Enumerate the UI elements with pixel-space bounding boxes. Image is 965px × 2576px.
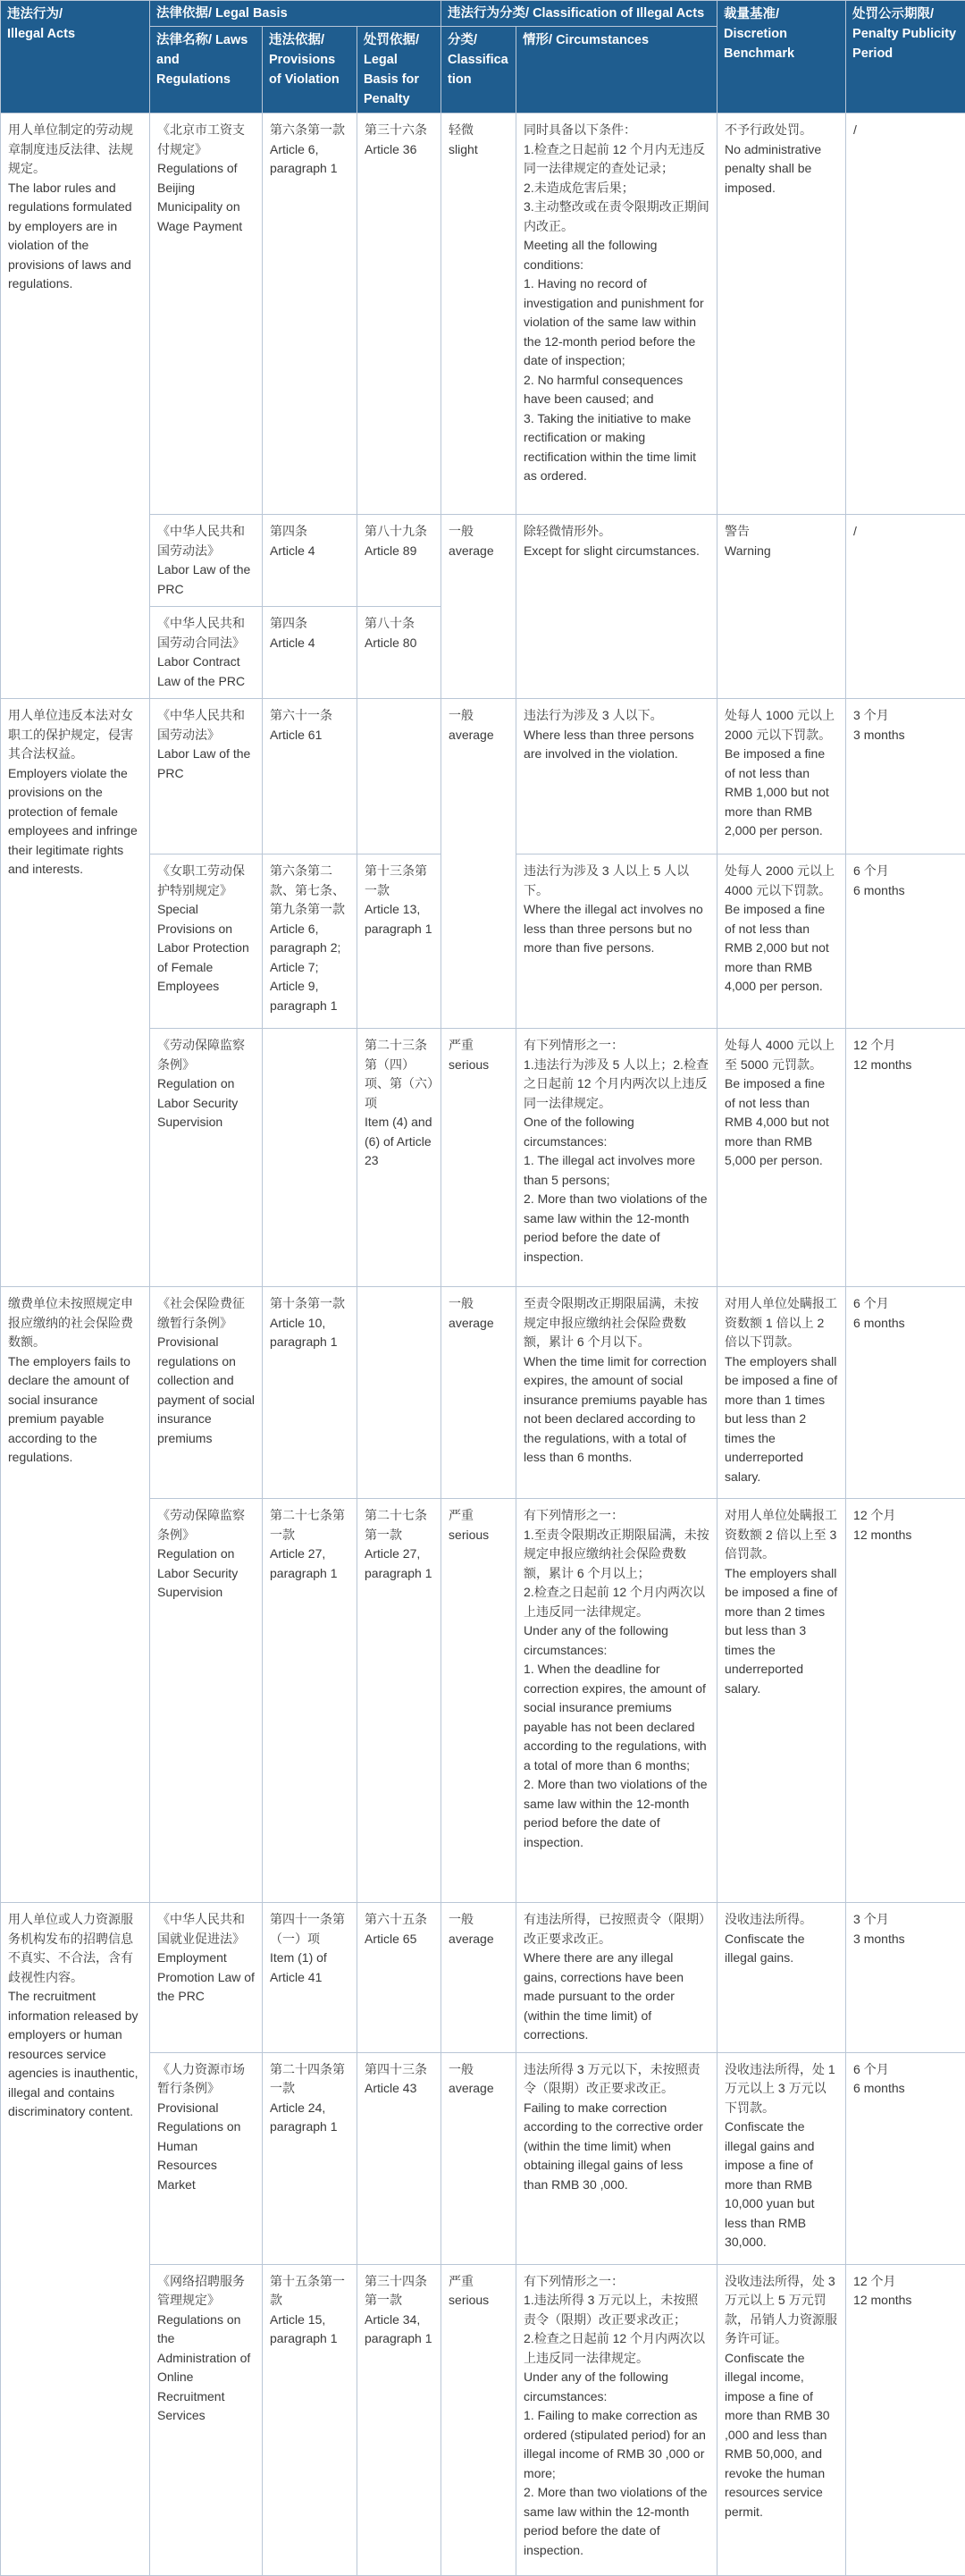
period-cell: 3 个月 3 months (846, 699, 965, 854)
violation-cell: 第四十一条第（一）项 Item (1) of Article 41 (263, 1903, 357, 2053)
header-circumstances: 情形/ Circumstances (516, 27, 717, 114)
category-cell: 一般 average (441, 1903, 516, 2053)
discretion-cell: 没收违法所得。 Confiscate the illegal gains. (717, 1903, 846, 2053)
violation-cell (263, 1029, 357, 1287)
period-cell: 6 个月 6 months (846, 854, 965, 1029)
illegal-act-cell: 用人单位制定的劳动规章制度违反法律、法规规定。 The labor rules and regulations formulated by employers are in violation of the provisions of laws and regulations. (1, 114, 150, 699)
category-cell: 严重 serious (441, 1499, 516, 1903)
violation-cell: 第四条 Article 4 (263, 607, 357, 699)
period-cell: / (846, 114, 965, 515)
circumstances-cell: 违法所得 3 万元以下，未按照责令（限期）改正要求改正。 Failing to make correction according to the corrective order (within the time limit) when obtaining illegal gains of less than RMB 30 ,000. (516, 2052, 717, 2264)
discretion-cell: 处每人 2000 元以上 4000 元以下罚款。 Be imposed a fine of not less than RMB 2,000 but not more than RMB 4,000 per person. (717, 854, 846, 1029)
circumstances-cell: 有下列情形之一： 1.至责令限期改正期限届满，未按规定申报应缴纳社会保险费数额，累计 6 个月以上； 2.检查之日起前 12 个月内两次以上违反同一法律规定。 Under any of the following circumstances: 1. When the deadline for correction expires, the amount of social insurance premiums payable has not been declared according to the regulations, with a total of more than 6 months; 2. More than two violations of the same law within the 12-month period before the date of inspection. (516, 1499, 717, 1903)
header-legal-basis: 法律依据/ Legal Basis (150, 1, 441, 27)
law-cell: 《北京市工资支付规定》 Regulations of Beijing Municipality on Wage Payment (150, 114, 263, 515)
discretion-cell: 处每人 1000 元以上 2000 元以下罚款。 Be imposed a fine of not less than RMB 1,000 but not more than RMB 2,000 per person. (717, 699, 846, 854)
law-cell: 《女职工劳动保护特别规定》 Special Provisions on Labor Protection of Female Employees (150, 854, 263, 1029)
law-cell: 《中华人民共和国劳动法》 Labor Law of the PRC (150, 699, 263, 854)
penalty-basis-cell: 第八十条 Article 80 (357, 607, 441, 699)
period-cell: / (846, 515, 965, 699)
violation-cell: 第四条 Article 4 (263, 515, 357, 607)
penalty-basis-cell: 第三十六条 Article 36 (357, 114, 441, 515)
penalty-basis-cell: 第八十九条 Article 89 (357, 515, 441, 607)
penalty-basis-cell: 第十三条第一款 Article 13, paragraph 1 (357, 854, 441, 1029)
penalty-basis-cell: 第六十五条 Article 65 (357, 1903, 441, 2053)
header-category: 分类/ Classification (441, 27, 516, 114)
discretion-cell: 对用人单位处瞒报工资数额 1 倍以上 2 倍以下罚款。 The employers shall be imposed a fine of more than 1 times but less than 2 times the underreported salary. (717, 1287, 846, 1499)
discretion-cell: 处每人 4000 元以上至 5000 元罚款。 Be imposed a fine of not less than RMB 4,000 but not more than RMB 5,000 per person. (717, 1029, 846, 1287)
law-cell: 《网络招聘服务管理规定》 Regulations on the Administration of Online Recruitment Services (150, 2264, 263, 2575)
category-cell: 轻微 slight (441, 114, 516, 515)
law-cell: 《中华人民共和国劳动合同法》 Labor Contract Law of the PRC (150, 607, 263, 699)
penalty-basis-cell: 第三十四条第一款 Article 34, paragraph 1 (357, 2264, 441, 2575)
circumstances-cell: 有下列情形之一： 1.违法所得 3 万元以上，未按照责令（限期）改正要求改正； 2.检查之日起前 12 个月内两次以上违反同一法律规定。 Under any of the following circumstances: 1. Failing to make correction as ordered (stipulated period) for an illegal income of RMB 30 ,000 or more; 2. More than two violations of the same law within the 12-month period before the date of inspection. (516, 2264, 717, 2575)
violation-cell: 第六条第一款 Article 6, paragraph 1 (263, 114, 357, 515)
violation-cell: 第十五条第一款 Article 15, paragraph 1 (263, 2264, 357, 2575)
violation-cell: 第二十七条第一款 Article 27, paragraph 1 (263, 1499, 357, 1903)
penalty-basis-cell: 第四十三条 Article 43 (357, 2052, 441, 2264)
table-row (1, 1903, 965, 2053)
circumstances-cell: 有违法所得，已按照责令（限期）改正要求改正。 Where there are any illegal gains, corrections have been made pursuant to the order (within the time limit) of corrections. (516, 1903, 717, 2053)
law-cell: 《劳动保障监察条例》 Regulation on Labor Security Supervision (150, 1499, 263, 1903)
header-regulations: 法律名称/ Laws and Regulations (150, 27, 263, 114)
period-cell: 6 个月 6 months (846, 1287, 965, 1499)
violation-cell: 第二十四条第一款 Article 24, paragraph 1 (263, 2052, 357, 2264)
circumstances-cell: 至责令限期改正期限届满，未按规定申报应缴纳社会保险费数额，累计 6 个月以下。 When the time limit for correction expires, the amount of social insurance premiums payable has not been declared according to the regulations, with a total of less than 6 months. (516, 1287, 717, 1499)
violation-cell: 第十条第一款 Article 10, paragraph 1 (263, 1287, 357, 1499)
category-cell: 一般 average (441, 515, 516, 699)
circumstances-cell: 有下列情形之一： 1.违法行为涉及 5 人以上；2.检查之日起前 12 个月内两次以上违反同一法律规定。 One of the following circumstances: 1. The illegal act involves more than 5 persons; 2. More than two violations of the same law within the 12-month period before the date of inspection. (516, 1029, 717, 1287)
category-cell: 严重 serious (441, 2264, 516, 2575)
period-cell: 6 个月 6 months (846, 2052, 965, 2264)
period-cell: 12 个月 12 months (846, 2264, 965, 2575)
category-cell: 一般 average (441, 2052, 516, 2264)
header-discretion: 裁量基准/ Discretion Benchmark (717, 1, 846, 114)
law-cell: 《人力资源市场暂行条例》 Provisional Regulations on Human Resources Market (150, 2052, 263, 2264)
period-cell: 3 个月 3 months (846, 1903, 965, 2053)
period-cell: 12 个月 12 months (846, 1499, 965, 1903)
table-row (1, 1287, 965, 1499)
penalty-basis-cell: 第二十七条第一款 Article 27, paragraph 1 (357, 1499, 441, 1903)
header-publicity: 处罚公示期限/ Penalty Publicity Period (846, 1, 965, 114)
illegal-act-cell: 缴费单位未按照规定申报应缴纳的社会保险费数额。 The employers fails to declare the amount of social insurance premium payable according to the regulations. (1, 1287, 150, 1903)
discretion-cell: 不予行政处罚。 No administrative penalty shall be imposed. (717, 114, 846, 515)
discretion-cell: 没收违法所得，处 1 万元以上 3 万元以下罚款。 Confiscate the illegal gains and impose a fine of more than RMB 10,000 yuan but less than RMB 30,000. (717, 2052, 846, 2264)
illegal-act-cell: 用人单位或人力资源服务机构发布的招聘信息不真实、不合法，含有歧视性内容。 The recruitment information released by employers or human resources service agencies is inauthentic, illegal and contains discriminatory content. (1, 1903, 150, 2576)
discretion-cell: 对用人单位处瞒报工资数额 2 倍以上至 3 倍罚款。 The employers shall be imposed a fine of more than 2 times but less than 3 times the underreported salary. (717, 1499, 846, 1903)
law-cell: 《中华人民共和国就业促进法》 Employment Promotion Law of the PRC (150, 1903, 263, 2053)
category-cell: 一般 average (441, 1287, 516, 1499)
penalty-basis-cell: 第二十三条第（四）项、第（六）项 Item (4) and (6) of Article 23 (357, 1029, 441, 1287)
category-cell: 严重 serious (441, 1029, 516, 1287)
header-illegal-acts: 违法行为/ Illegal Acts (1, 1, 150, 114)
category-cell: 一般 average (441, 699, 516, 1029)
table-row (1, 114, 965, 515)
circumstances-cell: 除轻微情形外。 Except for slight circumstances. (516, 515, 717, 699)
header-penalty-basis: 处罚依据/ Legal Basis for Penalty (357, 27, 441, 114)
penalty-basis-cell (357, 699, 441, 854)
penalty-basis-cell (357, 1287, 441, 1499)
table-row (1, 699, 965, 854)
period-cell: 12 个月 12 months (846, 1029, 965, 1287)
header-row-1 (1, 1, 965, 27)
circumstances-cell: 违法行为涉及 3 人以上 5 人以下。 Where the illegal act involves no less than three persons but no more than five persons. (516, 854, 717, 1029)
illegal-act-cell: 用人单位违反本法对女职工的保护规定，侵害其合法权益。 Employers violate the provisions on the protection of female employees and infringe their legitimate rights and interests. (1, 699, 150, 1287)
law-cell: 《社会保险费征缴暂行条例》 Provisional regulations on collection and payment of social insurance premiums (150, 1287, 263, 1499)
discretion-cell: 没收违法所得，处 3 万元以上 5 万元罚款，吊销人力资源服务许可证。 Confiscate the illegal income, impose a fine of more than RMB 30 ,000 and less than RMB 50,000, and revoke the human resources service permit. (717, 2264, 846, 2575)
circumstances-cell: 同时具备以下条件： 1.检查之日起前 12 个月内无违反同一法律规定的查处记录； 2.未造成危害后果； 3.主动整改或在责令限期改正期间内改正。 Meeting all the following conditions: 1. Having no record of investigation and punishment for violation of the same law within the 12-month period before the date of inspection; 2. No harmful consequences have been caused; and 3. Taking the initiative to make rectification or making rectification within the time limit as ordered. (516, 114, 717, 515)
law-cell: 《中华人民共和国劳动法》 Labor Law of the PRC (150, 515, 263, 607)
violation-cell: 第六十一条 Article 61 (263, 699, 357, 854)
header-violation: 违法依据/ Provisions of Violation (263, 27, 357, 114)
header-classification: 违法行为分类/ Classification of Illegal Acts (441, 1, 717, 27)
law-cell: 《劳动保障监察条例》 Regulation on Labor Security Supervision (150, 1029, 263, 1287)
circumstances-cell: 违法行为涉及 3 人以下。 Where less than three persons are involved in the violation. (516, 699, 717, 854)
violation-cell: 第六条第二款、第七条、第九条第一款 Article 6, paragraph 2; Article 7; Article 9, paragraph 1 (263, 854, 357, 1029)
discretion-cell: 警告 Warning (717, 515, 846, 699)
